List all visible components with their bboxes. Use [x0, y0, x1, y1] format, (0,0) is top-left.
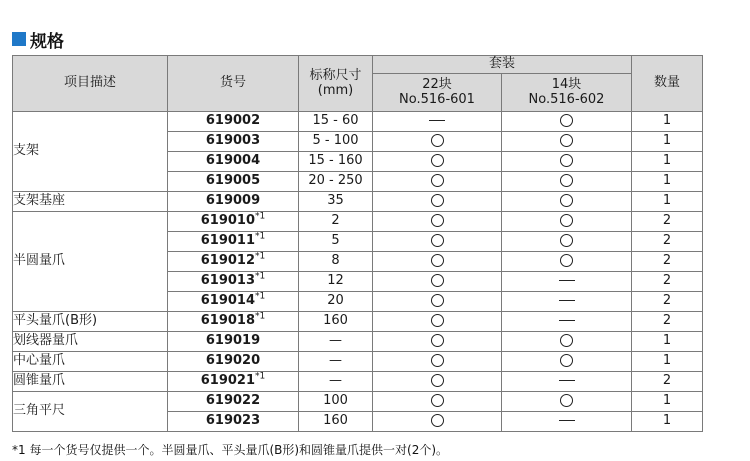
- set-22-cell: [373, 352, 502, 372]
- item-description: 支架基座: [13, 192, 168, 212]
- part-number: 619011: [200, 233, 256, 249]
- set-22-cell: [373, 232, 502, 252]
- quantity: 1: [632, 172, 703, 192]
- header-set-14: [502, 74, 632, 112]
- table-row: [13, 372, 703, 392]
- footnote: *1 每一个货号仅提供一个。半圆量爪、平头量爪(B形)和圆锥量爪提供一对(2个)。: [12, 443, 449, 457]
- part-number-cell: [168, 212, 299, 232]
- part-number-cell: [168, 372, 299, 392]
- header-part-no: 货号: [168, 56, 299, 112]
- part-number: 619018: [200, 313, 256, 329]
- spec-table: [12, 55, 703, 432]
- nominal-size: 12: [299, 272, 373, 292]
- item-description: 平头量爪(B形): [13, 312, 168, 332]
- quantity: 1: [632, 192, 703, 212]
- quantity: 1: [632, 132, 703, 152]
- set-14-cell: [502, 352, 632, 372]
- header-set-22-model: No.516-601: [399, 91, 475, 107]
- set-14-cell: [502, 232, 632, 252]
- set-22-cell: [373, 132, 502, 152]
- set-22-cell: [373, 272, 502, 292]
- included-circle-icon: [431, 394, 444, 407]
- set-14-cell: [502, 152, 632, 172]
- set-14-cell: [502, 212, 632, 232]
- not-included-dash-icon: [559, 300, 575, 301]
- part-number: 619020: [205, 353, 261, 369]
- set-14-cell: [502, 272, 632, 292]
- part-number-cell: [168, 232, 299, 252]
- part-number: 619021: [200, 373, 256, 389]
- nominal-size: 5: [299, 232, 373, 252]
- nominal-size: 100: [299, 392, 373, 412]
- set-22-cell: [373, 192, 502, 212]
- set-22-cell: [373, 252, 502, 272]
- included-circle-icon: [431, 314, 444, 327]
- part-number-cell: [168, 392, 299, 412]
- part-number-cell: [168, 272, 299, 292]
- section-heading: [12, 28, 64, 50]
- set-22-cell: [373, 332, 502, 352]
- included-circle-icon: [431, 214, 444, 227]
- part-number: 619003: [205, 133, 261, 149]
- part-number-cell: [168, 352, 299, 372]
- item-description: 中心量爪: [13, 352, 168, 372]
- not-included-dash-icon: [429, 120, 445, 121]
- set-22-cell: [373, 152, 502, 172]
- set-22-cell: [373, 292, 502, 312]
- part-number-cell: [168, 152, 299, 172]
- part-number-cell: [168, 192, 299, 212]
- part-number-cell: [168, 312, 299, 332]
- set-22-cell: [373, 392, 502, 412]
- included-circle-icon: [560, 254, 573, 267]
- included-circle-icon: [431, 374, 444, 387]
- spec-table-body: [13, 112, 703, 432]
- not-included-dash-icon: [559, 380, 575, 381]
- included-circle-icon: [560, 154, 573, 167]
- header-set-14-count: 14块: [551, 77, 582, 93]
- nominal-size: 160: [299, 412, 373, 432]
- part-number: 619023: [205, 413, 261, 429]
- set-22-cell: [373, 412, 502, 432]
- included-circle-icon: [431, 254, 444, 267]
- set-14-cell: [502, 192, 632, 212]
- header-set-14-model: No.516-602: [528, 91, 605, 107]
- included-circle-icon: [431, 294, 444, 307]
- nominal-size: 8: [299, 252, 373, 272]
- quantity: 1: [632, 412, 703, 432]
- included-circle-icon: [560, 194, 573, 207]
- footnote-marker: *1: [255, 272, 266, 283]
- quantity: 1: [632, 112, 703, 132]
- part-number: 619022: [205, 393, 261, 409]
- included-circle-icon: [431, 334, 444, 347]
- table-row: [13, 392, 703, 412]
- set-14-cell: [502, 252, 632, 272]
- part-number: 619005: [205, 173, 261, 189]
- part-number-cell: [168, 332, 299, 352]
- set-22-cell: [373, 312, 502, 332]
- quantity: 1: [632, 152, 703, 172]
- quantity: 1: [632, 392, 703, 412]
- part-number: 619010: [200, 213, 256, 229]
- part-number-cell: [168, 412, 299, 432]
- table-row: [13, 212, 703, 232]
- part-number: 619019: [205, 333, 261, 349]
- table-row: [13, 192, 703, 212]
- included-circle-icon: [431, 194, 444, 207]
- header-set-22-count: 22块: [422, 77, 452, 93]
- included-circle-icon: [431, 174, 444, 187]
- header-set-22: [373, 74, 502, 112]
- included-circle-icon: [560, 354, 573, 367]
- included-circle-icon: [431, 234, 444, 247]
- quantity: 1: [632, 352, 703, 372]
- set-14-cell: [502, 112, 632, 132]
- part-number-cell: [168, 252, 299, 272]
- part-number: 619012: [200, 253, 256, 269]
- not-included-dash-icon: [559, 420, 575, 421]
- included-circle-icon: [560, 394, 573, 407]
- table-row: [13, 312, 703, 332]
- footnote-marker: *1: [255, 232, 266, 243]
- table-row: [13, 112, 703, 132]
- set-14-cell: [502, 292, 632, 312]
- header-description: 项目描述: [13, 56, 168, 112]
- included-circle-icon: [431, 134, 444, 147]
- header-set: 套装: [373, 56, 632, 74]
- footnote-marker: *1: [255, 292, 266, 303]
- nominal-size: —: [299, 332, 373, 352]
- part-number-cell: [168, 292, 299, 312]
- nominal-size: 15 - 160: [299, 152, 373, 172]
- set-14-cell: [502, 392, 632, 412]
- set-22-cell: [373, 112, 502, 132]
- included-circle-icon: [431, 414, 444, 427]
- nominal-size: —: [299, 372, 373, 392]
- part-number: 619004: [205, 153, 261, 169]
- included-circle-icon: [560, 234, 573, 247]
- included-circle-icon: [560, 214, 573, 227]
- quantity: 2: [632, 292, 703, 312]
- part-number: 619013: [200, 273, 256, 289]
- quantity: 1: [632, 332, 703, 352]
- set-22-cell: [373, 372, 502, 392]
- part-number: 619009: [205, 193, 261, 209]
- set-14-cell: [502, 332, 632, 352]
- item-description: 圆锥量爪: [13, 372, 168, 392]
- section-title: 规格: [30, 31, 64, 52]
- included-circle-icon: [431, 354, 444, 367]
- included-circle-icon: [560, 334, 573, 347]
- set-14-cell: [502, 132, 632, 152]
- quantity: 2: [632, 212, 703, 232]
- quantity: 2: [632, 252, 703, 272]
- nominal-size: 20: [299, 292, 373, 312]
- part-number: 619002: [205, 113, 261, 129]
- nominal-size: 20 - 250: [299, 172, 373, 192]
- table-row: [13, 332, 703, 352]
- nominal-size: 5 - 100: [299, 132, 373, 152]
- footnote-marker: *1: [255, 212, 266, 223]
- set-22-cell: [373, 172, 502, 192]
- quantity: 2: [632, 312, 703, 332]
- set-14-cell: [502, 172, 632, 192]
- header-nominal-size-unit: (mm): [317, 82, 354, 98]
- included-circle-icon: [560, 174, 573, 187]
- header-nominal-size-label: 标称尺寸: [309, 68, 362, 84]
- not-included-dash-icon: [559, 320, 575, 321]
- header-qty: 数量: [632, 56, 703, 112]
- part-number-cell: [168, 172, 299, 192]
- item-description: 划线器量爪: [13, 332, 168, 352]
- part-number-cell: [168, 132, 299, 152]
- footnote-marker: *1: [255, 372, 266, 383]
- nominal-size: 160: [299, 312, 373, 332]
- footnote-marker: *1: [255, 312, 266, 323]
- part-number-cell: [168, 112, 299, 132]
- quantity: 2: [632, 272, 703, 292]
- item-description: 三角平尺: [13, 392, 168, 432]
- included-circle-icon: [560, 114, 573, 127]
- part-number: 619014: [200, 293, 256, 309]
- table-row: [13, 352, 703, 372]
- set-14-cell: [502, 312, 632, 332]
- header-nominal-size: [299, 56, 373, 112]
- nominal-size: —: [299, 352, 373, 372]
- not-included-dash-icon: [559, 280, 575, 281]
- included-circle-icon: [560, 134, 573, 147]
- quantity: 2: [632, 232, 703, 252]
- included-circle-icon: [431, 274, 444, 287]
- footnote-marker: *1: [255, 252, 266, 263]
- included-circle-icon: [431, 154, 444, 167]
- nominal-size: 15 - 60: [299, 112, 373, 132]
- set-14-cell: [502, 412, 632, 432]
- nominal-size: 35: [299, 192, 373, 212]
- quantity: 2: [632, 372, 703, 392]
- item-description: 支架: [13, 112, 168, 192]
- set-14-cell: [502, 372, 632, 392]
- section-marker-icon: [12, 32, 26, 46]
- set-22-cell: [373, 212, 502, 232]
- item-description: 半圆量爪: [13, 212, 168, 312]
- nominal-size: 2: [299, 212, 373, 232]
